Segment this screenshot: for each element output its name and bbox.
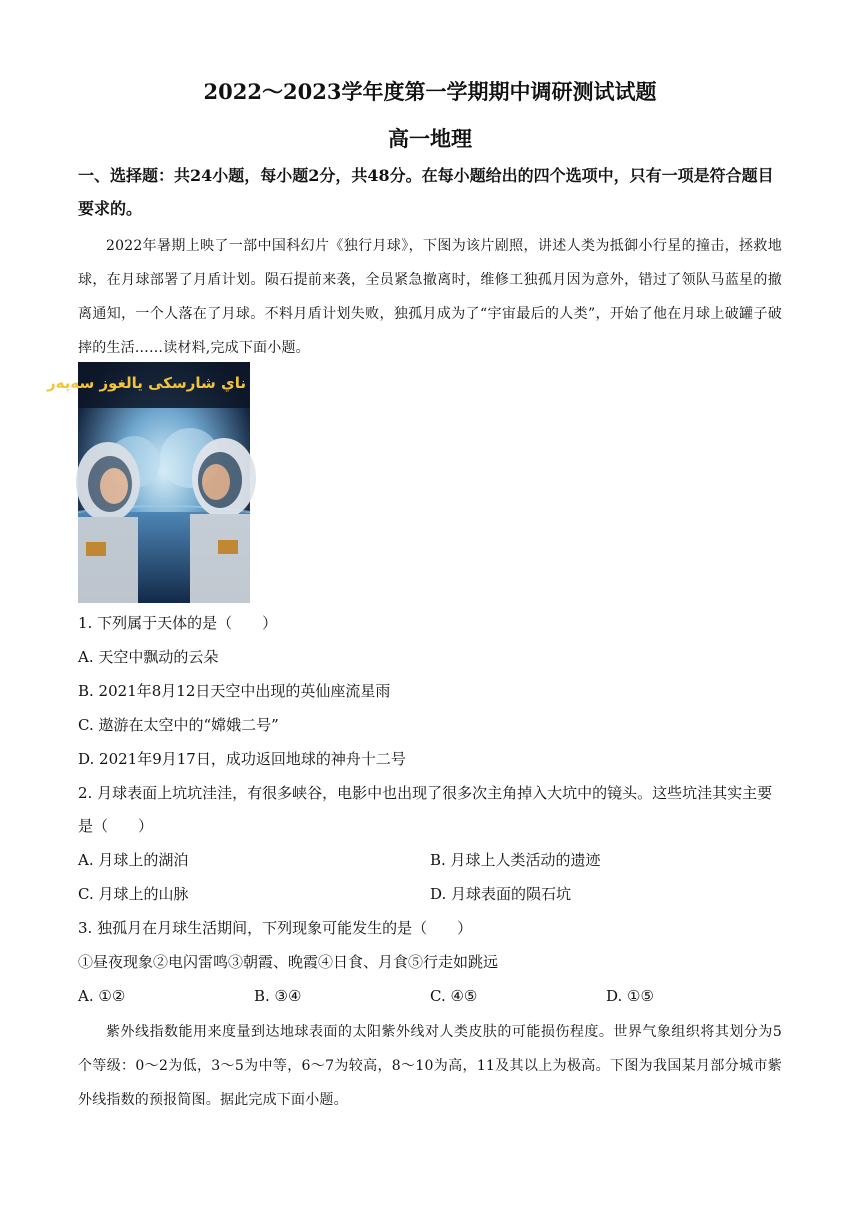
q2-option-d: D. 月球表面的陨石坑	[430, 885, 572, 903]
q2-stem-line1: 2. 月球表面上坑坑洼洼，有很多峡谷，电影中也出现了很多次主角掉入大坑中的镜头。这些坑洼其实主要	[78, 784, 773, 802]
q3-items: ①昼夜现象②电闪雷鸣③朝霞、晚霞④日食、月食⑤行走如跳远	[78, 953, 499, 971]
q3-option-b: B. ③④	[254, 987, 302, 1005]
q2-option-b: B. 月球上人类活动的遗迹	[430, 851, 601, 869]
q1-option-b: B. 2021年8月12日天空中出现的英仙座流星雨	[78, 682, 391, 700]
movie-still-illustration	[47, 362, 250, 603]
exam-subject: 高一地理	[388, 126, 472, 151]
movie-still-image	[47, 362, 250, 603]
exam-title: 2022～2023学年度第一学期期中调研测试试题	[203, 79, 657, 104]
q3-option-a: A. ①②	[78, 987, 126, 1005]
q1-stem: 1. 下列属于天体的是（ ）	[78, 614, 278, 632]
section-heading: 一、选择题：共24小题，每小题2分，共48分。在每小题给出的四个选项中，只有一项是符合题目要求的。	[78, 166, 774, 218]
material-passage-1: 2022年暑期上映了一部中国科幻片《独行月球》，下图为该片剧照，讲述人类为抵御小行星的撞击，拯救地球，在月球部署了月盾计划。陨石提前来袭，全员紧急撤离时，维修工独孤月因为意外，错过了领队马蓝星的撤离通知，一个人落在了月球。不料月盾计划失败，独孤月成为了“宇宙最后的人类”，开始了他在月球上破罐子破摔的生活……读材料,完成下面小题。	[78, 238, 782, 356]
q3-option-c: C. ④⑤	[430, 987, 478, 1005]
q1-option-a: A. 天空中飘动的云朵	[78, 648, 219, 666]
q2-option-c: C. 月球上的山脉	[78, 885, 189, 903]
material-passage-2: 紫外线指数能用来度量到达地球表面的太阳紫外线对人类皮肤的可能损伤程度。世界气象组织将其划分为5个等级：0～2为低，3～5为中等，6～7为较高，8～10为高，11及其以上为极高。下图为我国某月部分城市紫外线指数的预报简图。据此完成下面小题。	[78, 1024, 782, 1108]
q2-stem-line2: 是（ ）	[78, 817, 154, 835]
q1-option-d: D. 2021年9月17日，成功返回地球的神舟十二号	[78, 750, 406, 768]
q2-option-a: A. 月球上的湖泊	[78, 851, 189, 869]
q3-option-d: D. ①⑤	[606, 987, 654, 1005]
q3-stem: 3. 独孤月在月球生活期间，下列现象可能发生的是（ ）	[78, 919, 473, 937]
q1-option-c: C. 遨游在太空中的“嫦娥二号”	[78, 716, 279, 734]
poster-caption: ناي شارسكى يالغوز سەپەر	[47, 374, 246, 392]
